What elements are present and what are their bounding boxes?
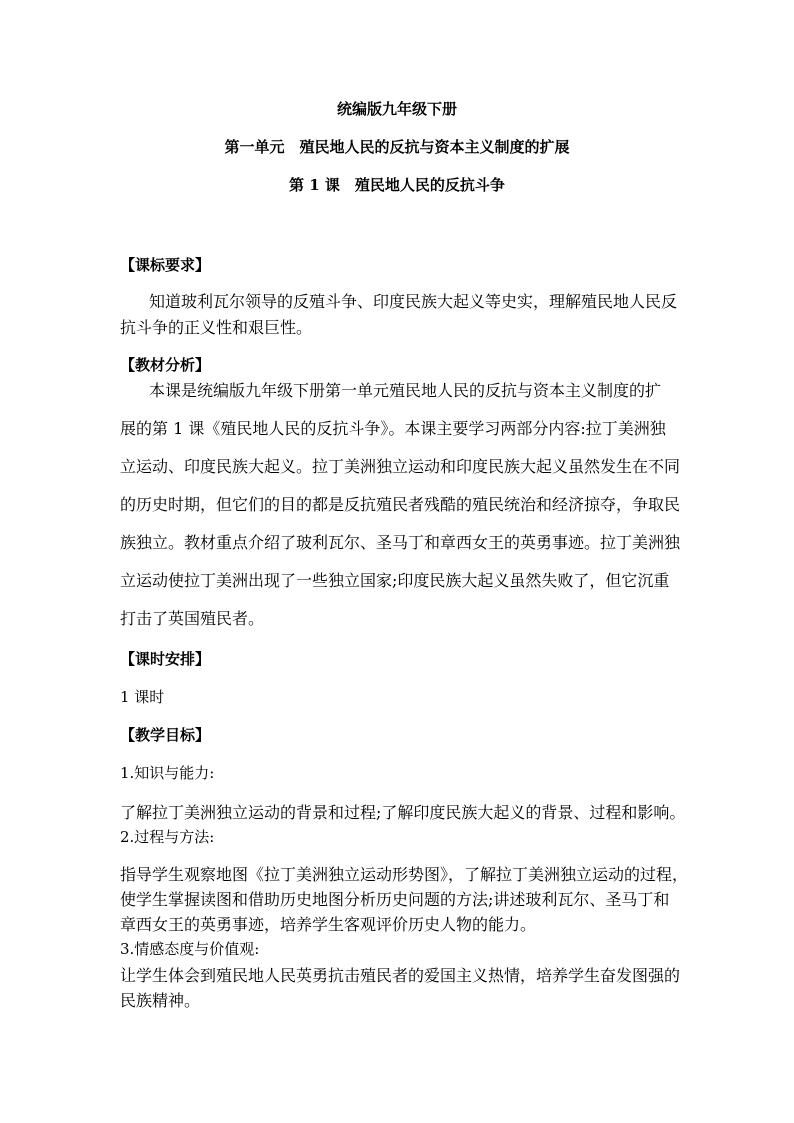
emotion-values-label: 3.情感态度与价值观: [120,940,260,958]
unit-title: 第一单元 殖民地人民的反抗与资本主义制度的扩展 [224,138,570,156]
textbook-analysis-line: 立运动、印度民族大起义。拉丁美洲独立运动和印度民族大起义虽然发生在不同 [120,457,681,476]
process-method-line: 章西女王的英勇事迹，培养学生客观评价历史人物的能力。 [120,915,537,934]
book-title: 统编版九年级下册 [336,100,457,118]
class-schedule-value: 1 课时 [120,688,165,706]
textbook-analysis-line: 打击了英国殖民者。 [120,609,265,628]
emotion-values-line: 民族精神。 [120,991,201,1010]
process-method-line: 指导学生观察地图《拉丁美洲独立运动形势图》，了解拉丁美洲独立运动的过程， [120,865,689,884]
curriculum-requirement-line: 抗斗争的正义性和艰巨性。 [120,318,313,337]
curriculum-requirement-heading: 【课标要求】 [120,256,211,274]
class-schedule-heading: 【课时安排】 [120,650,211,668]
textbook-analysis-line: 展的第 1 课《殖民地人民的反抗斗争》。本课主要学习两部分内容:拉丁美洲独 [120,419,666,438]
textbook-analysis-line: 本课是统编版九年级下册第一单元殖民地人民的反抗与资本主义制度的扩 [149,381,662,400]
emotion-values-line: 让学生体会到殖民地人民英勇抗击殖民者的爱国主义热情，培养学生奋发图强的 [120,966,681,985]
curriculum-requirement-line: 知道玻利瓦尔领导的反殖斗争、印度民族大起义等史实，理解殖民地人民反 [149,292,678,311]
teaching-goals-heading: 【教学目标】 [120,726,211,744]
textbook-analysis-line: 立运动使拉丁美洲出现了一些独立国家;印度民族大起义虽然失败了，但它沉重 [120,571,670,590]
textbook-analysis-heading: 【教材分析】 [120,356,211,374]
process-method-line: 使学生掌握读图和借助历史地图分析历史问题的方法;讲述玻利瓦尔、圣马丁和 [120,890,670,909]
textbook-analysis-line: 的历史时期，但它们的目的都是反抗殖民者残酷的殖民统治和经济掠夺，争取民 [120,495,681,514]
textbook-analysis-line: 族独立。教材重点介绍了玻利瓦尔、圣马丁和章西女王的英勇事迹。拉丁美洲独 [120,533,681,552]
knowledge-ability-label: 1.知识与能力: [120,764,215,782]
knowledge-ability-text: 了解拉丁美洲独立运动的背景和过程;了解印度民族大起义的背景、过程和影响。 [120,803,686,822]
process-method-label: 2.过程与方法: [120,828,215,846]
lesson-title: 第 1 课 殖民地人民的反抗斗争 [289,176,505,194]
